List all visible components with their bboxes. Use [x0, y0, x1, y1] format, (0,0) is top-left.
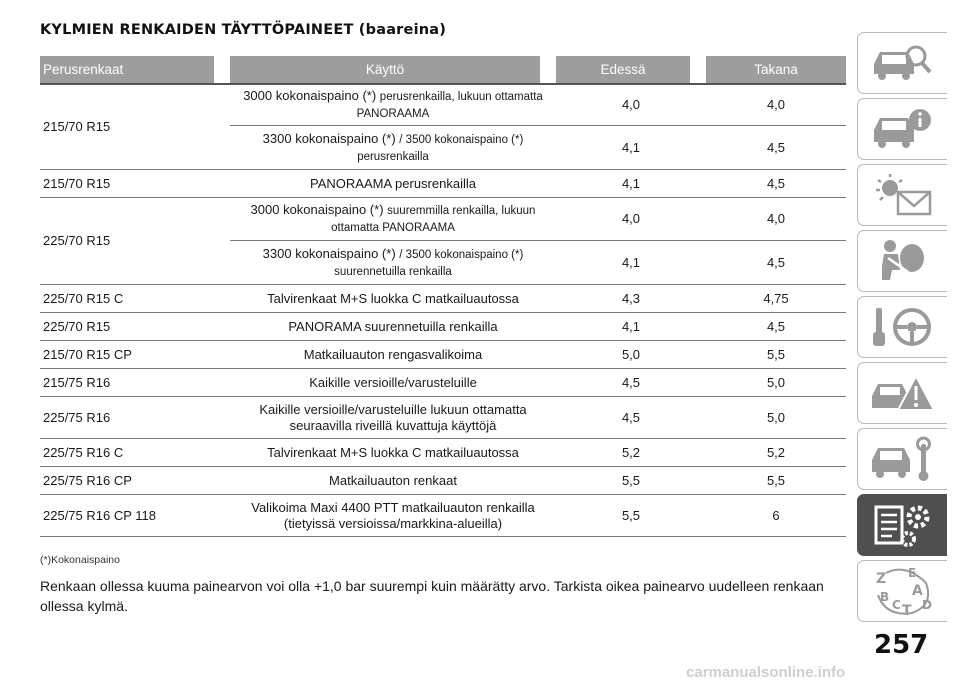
usage-cell: Kaikille versioille/varusteluille lukuun ottamatta seuraavilla riveillä kuvattuja käyttöjä — [230, 397, 556, 439]
front-pressure-cell: 4,3 — [556, 285, 706, 313]
chapter-tab-index[interactable] — [857, 560, 947, 622]
front-pressure-cell: 4,5 — [556, 397, 706, 439]
chapter-tabs — [857, 32, 947, 626]
tire-size-cell: 215/75 R16 — [40, 369, 230, 397]
tire-size-cell: 225/75 R16 CP 118 — [40, 495, 230, 537]
chapter-tab-starting-driving[interactable] — [857, 296, 947, 358]
svg-text:C: C — [891, 598, 901, 612]
table-row — [40, 369, 846, 397]
table-row — [40, 285, 846, 313]
column-header-usage: Käyttö — [230, 56, 556, 83]
front-pressure-cell: 4,0 — [556, 83, 706, 126]
rear-pressure-cell: 5,5 — [706, 467, 846, 495]
page-title: KYLMIEN RENKAIDEN TÄYTTÖPAINEET (baareina) — [40, 22, 447, 38]
column-header-tire: Perusrenkaat — [40, 56, 230, 83]
alphabetical-index-icon — [868, 565, 938, 617]
usage-cell: PANORAMA suurennetuilla renkailla — [230, 313, 556, 341]
usage-cell: Matkailuauton renkaat — [230, 467, 556, 495]
rear-pressure-cell: 4,0 — [706, 83, 846, 126]
front-pressure-cell: 4,1 — [556, 313, 706, 341]
usage-cell: PANORAAMA perusrenkailla — [230, 170, 556, 198]
car-magnifier-icon — [868, 38, 938, 88]
tire-size-cell: 225/70 R15 C — [40, 285, 230, 313]
front-pressure-cell: 4,1 — [556, 241, 706, 285]
chapter-tab-know-your-car[interactable] — [857, 98, 947, 160]
table-row — [40, 495, 846, 537]
usage-main: 3000 kokonaispaino (*) — [243, 88, 377, 104]
rear-pressure-cell: 4,0 — [706, 198, 846, 241]
usage-main: 3300 kokonaispaino (*) — [262, 245, 396, 261]
car-warning-triangle-icon — [868, 368, 938, 418]
tire-pressure-table — [40, 56, 846, 537]
svg-text:E: E — [907, 566, 916, 580]
usage-cell: Matkailuauton rengasvalikoima — [230, 341, 556, 369]
table-row — [40, 83, 846, 126]
usage-detail: / 3500 kokonaispaino (*) suurennetuilla renkailla — [334, 248, 524, 278]
usage-cell — [230, 83, 556, 126]
front-pressure-cell: 4,1 — [556, 170, 706, 198]
chapter-tab-safety[interactable] — [857, 230, 947, 292]
tire-size-cell: 225/75 R16 CP — [40, 467, 230, 495]
front-pressure-cell: 5,5 — [556, 495, 706, 537]
usage-cell — [230, 198, 556, 241]
chapter-tab-maintenance[interactable] — [857, 428, 947, 490]
table-row — [40, 397, 846, 439]
svg-text:Z: Z — [875, 571, 886, 587]
rear-pressure-cell: 4,5 — [706, 241, 846, 285]
usage-detail: / 3500 kokonaispaino (*) perusrenkailla — [357, 133, 524, 163]
car-info-icon — [868, 104, 938, 154]
svg-text:B: B — [879, 590, 889, 604]
chapter-tab-dashboard[interactable] — [857, 32, 947, 94]
usage-cell — [230, 126, 556, 170]
table-row — [40, 467, 846, 495]
usage-cell: Valikoima Maxi 4400 PTT matkailuauton renkailla (tietyissä versioissa/markkina-alueilla) — [230, 495, 556, 537]
footnote: (*)Kokonaispaino — [40, 554, 120, 566]
svg-text:A: A — [911, 583, 923, 599]
front-pressure-cell: 4,5 — [556, 369, 706, 397]
table-row — [40, 341, 846, 369]
page-number: 257 — [874, 630, 929, 660]
airbag-passenger-icon — [868, 236, 938, 286]
table-row — [40, 439, 846, 467]
front-pressure-cell: 4,0 — [556, 198, 706, 241]
front-pressure-cell: 4,1 — [556, 126, 706, 170]
steering-wheel-key-icon — [868, 302, 938, 352]
tire-size-cell: 215/70 R15 — [40, 83, 230, 170]
body-paragraph: Renkaan ollessa kuuma painearvon voi olla +1,0 bar suurempi kuin määrätty arvo. Tarkista oikea painearvo uudelleen renkaan ollessa kylmä. — [40, 578, 824, 614]
front-pressure-cell: 5,0 — [556, 341, 706, 369]
chapter-tab-emergency[interactable] — [857, 362, 947, 424]
table-header-row — [40, 56, 846, 83]
table-row — [40, 313, 846, 341]
usage-detail: suuremmilla renkailla, lukuun ottamatta PANORAAMA — [331, 205, 536, 234]
chapter-tab-technical-data[interactable] — [857, 494, 947, 556]
tire-size-cell: 225/70 R15 — [40, 313, 230, 341]
tire-size-cell: 215/70 R15 — [40, 170, 230, 198]
usage-cell: Talvirenkaat M+S luokka C matkailuautossa — [230, 439, 556, 467]
rear-pressure-cell: 4,5 — [706, 126, 846, 170]
rear-pressure-cell: 4,5 — [706, 313, 846, 341]
usage-detail: perusrenkailla, lukuun ottamatta PANORAAMA — [356, 91, 543, 120]
table-row — [40, 170, 846, 198]
technical-data-gears-icon — [868, 499, 938, 551]
rear-pressure-cell: 4,75 — [706, 285, 846, 313]
car-wrench-icon — [868, 434, 938, 484]
column-header-rear: Takana — [706, 56, 846, 83]
rear-pressure-cell: 4,5 — [706, 170, 846, 198]
usage-cell — [230, 241, 556, 285]
warning-light-envelope-icon — [868, 170, 938, 220]
usage-cell: Kaikille versioille/varusteluille — [230, 369, 556, 397]
rear-pressure-cell: 6 — [706, 495, 846, 537]
svg-text:D: D — [921, 598, 932, 612]
table-row — [40, 198, 846, 241]
front-pressure-cell: 5,5 — [556, 467, 706, 495]
svg-text:T: T — [901, 603, 912, 617]
usage-main: 3000 kokonaispaino (*) — [250, 202, 384, 218]
usage-cell: Talvirenkaat M+S luokka C matkailuautossa — [230, 285, 556, 313]
watermark: carmanualsonline.info — [686, 664, 846, 681]
usage-main: 3300 kokonaispaino (*) — [262, 130, 396, 146]
tire-size-cell: 225/70 R15 — [40, 198, 230, 285]
column-header-front: Edessä — [556, 56, 706, 83]
rear-pressure-cell: 5,0 — [706, 369, 846, 397]
tire-size-cell: 215/70 R15 CP — [40, 341, 230, 369]
rear-pressure-cell: 5,0 — [706, 397, 846, 439]
front-pressure-cell: 5,2 — [556, 439, 706, 467]
tire-size-cell: 225/75 R16 — [40, 397, 230, 439]
rear-pressure-cell: 5,2 — [706, 439, 846, 467]
tire-size-cell: 225/75 R16 C — [40, 439, 230, 467]
chapter-tab-warning-lights[interactable] — [857, 164, 947, 226]
rear-pressure-cell: 5,5 — [706, 341, 846, 369]
